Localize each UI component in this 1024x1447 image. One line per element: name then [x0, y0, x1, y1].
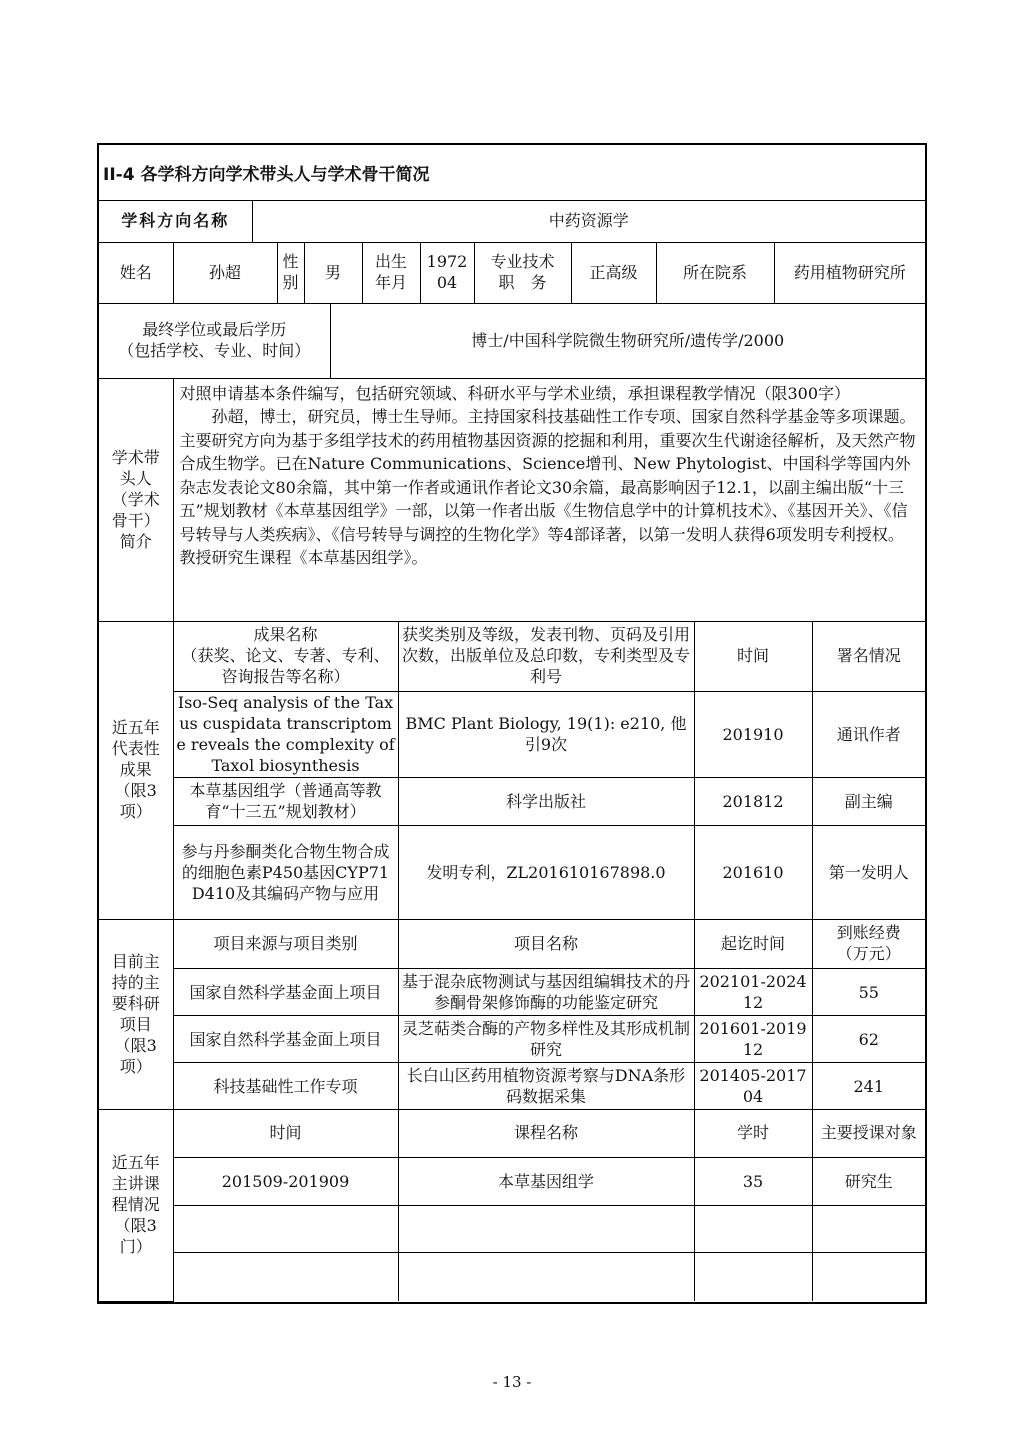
course-time — [173, 1252, 398, 1301]
courses-header-time: 时间 — [173, 1109, 398, 1157]
discipline-value: 中药资源学 — [252, 200, 925, 242]
achievement-role: 副主编 — [812, 777, 925, 825]
birth-label: 出生 年月 — [362, 242, 420, 304]
degree-table — [99, 303, 925, 379]
project-source: 国家自然科学基金面上项目 — [173, 969, 398, 1016]
courses-header-audience: 主要授课对象 — [812, 1109, 925, 1157]
table-row — [99, 1205, 925, 1252]
achievement-time: 201812 — [694, 777, 812, 825]
achievements-header-detail: 获奖类别及等级，发表刊物、页码及引用次数，出版单位及总印数，专利类型及专利号 — [398, 621, 694, 691]
dept-value: 药用植物研究所 — [774, 242, 925, 304]
courses-table — [99, 1109, 925, 1302]
course-hours: 35 — [694, 1157, 812, 1205]
table-row — [99, 1063, 925, 1110]
courses-header-hours: 学时 — [694, 1109, 812, 1157]
project-period: 202101-202412 — [694, 969, 812, 1016]
course-name — [398, 1205, 694, 1252]
project-funds: 62 — [812, 1016, 925, 1063]
achievement-role: 通讯作者 — [812, 691, 925, 777]
courses-label: 近五年 主讲课 程情况 （限3 门） — [99, 1109, 173, 1301]
gender-value: 男 — [304, 242, 362, 304]
table-row — [99, 969, 925, 1016]
projects-label: 目前主 持的主 要科研 项目 （限3 项） — [99, 919, 173, 1110]
project-period: 201405-201704 — [694, 1063, 812, 1110]
achievements-header-name: 成果名称 （获奖、论文、专著、专利、咨询报告等名称） — [173, 621, 398, 691]
table-row — [99, 777, 925, 825]
course-audience — [812, 1252, 925, 1301]
course-time: 201509-201909 — [173, 1157, 398, 1205]
achievements-table — [99, 621, 925, 920]
intro-content — [173, 378, 925, 622]
achievement-detail: 科学出版社 — [398, 777, 694, 825]
intro-text: 孙超，博士，研究员，博士生导师。主持国家科技基础性工作专项、国家自然科学基金等多项课题。主要研究方向为基于多组学技术的药用植物基因资源的挖掘和利用，重要次生代谢途径解析，及天然产物合成生物学。已在Nature Communications、Science增刊、New Phytologist、中国科学等国内外杂志发表论文80余篇，其中第一作者或通讯作者论文30余篇，最高影响因子12.1，以副主编出版“十三五”规划教材《本草基因组学》一部，以第一作者出版《生物信息学中的计算机技术》、《基因开关》、《信号转导与人类疾病》、《信号转导与调控的生物化学》等4部译著，以第一发明人获得6项发明专利授权。教授研究生课程《本草基因组学》。 — [179, 407, 916, 567]
project-source: 科技基础性工作专项 — [173, 1063, 398, 1110]
title-label: 专业技术 职 务 — [474, 242, 571, 304]
birth-value: 197204 — [420, 242, 474, 304]
achievement-detail: 发明专利，ZL201610167898.0 — [398, 825, 694, 919]
project-period: 201601-201912 — [694, 1016, 812, 1063]
course-audience: 研究生 — [812, 1157, 925, 1205]
achievements-label: 近五年 代表性 成果 （限3 项） — [99, 621, 173, 919]
course-name: 本草基因组学 — [398, 1157, 694, 1205]
courses-header-name: 课程名称 — [398, 1109, 694, 1157]
achievement-name: Iso-Seq analysis of the Taxus cuspidata transcriptome reveals the complexity of Taxol biosynthesis — [173, 691, 398, 777]
project-name: 长白山区药用植物资源考察与DNA条形码数据采集 — [398, 1063, 694, 1110]
table-row — [99, 1252, 925, 1301]
course-time — [173, 1205, 398, 1252]
project-source: 国家自然科学基金面上项目 — [173, 1016, 398, 1063]
gender-label: 性 别 — [277, 242, 304, 304]
achievements-header-time: 时间 — [694, 621, 812, 691]
project-funds: 55 — [812, 969, 925, 1016]
discipline-label: 学科方向名称 — [99, 200, 252, 242]
course-hours — [694, 1252, 812, 1301]
achievement-name: 本草基因组学（普通高等教育“十三五”规划教材） — [173, 777, 398, 825]
course-audience — [812, 1205, 925, 1252]
achievement-time: 201610 — [694, 825, 812, 919]
projects-table — [99, 919, 925, 1111]
course-hours — [694, 1205, 812, 1252]
section-title: II-4 各学科方向学术带头人与学术骨干简况 — [99, 145, 925, 201]
table-row — [99, 1157, 925, 1205]
table-row — [99, 691, 925, 777]
achievement-detail: BMC Plant Biology, 19(1): e210, 他引9次 — [398, 691, 694, 777]
form-frame — [97, 143, 927, 1304]
project-name: 基于混杂底物测试与基因组编辑技术的丹参酮骨架修饰酶的功能鉴定研究 — [398, 969, 694, 1016]
table-row — [99, 1016, 925, 1063]
projects-header-source: 项目来源与项目类别 — [173, 919, 398, 969]
intro-instruction: 对照申请基本条件编写，包括研究领域、科研水平与学术业绩，承担课程教学情况（限300字） — [179, 383, 851, 403]
title-value: 正高级 — [571, 242, 656, 304]
table-row — [99, 825, 925, 919]
intro-table — [99, 378, 925, 623]
name-value: 孙超 — [173, 242, 277, 304]
person-table — [99, 242, 925, 305]
project-funds: 241 — [812, 1063, 925, 1110]
projects-header-period: 起讫时间 — [694, 919, 812, 969]
intro-label: 学术带 头人 （学术 骨干） 简介 — [99, 378, 173, 622]
projects-header-name: 项目名称 — [398, 919, 694, 969]
achievement-role: 第一发明人 — [812, 825, 925, 919]
degree-value: 博士/中国科学院微生物研究所/遗传学/2000 — [330, 303, 925, 378]
achievement-time: 201910 — [694, 691, 812, 777]
page-number: - 13 - — [492, 1373, 532, 1391]
name-label: 姓名 — [99, 242, 173, 304]
degree-label: 最终学位或最后学历 （包括学校、专业、时间） — [99, 303, 330, 378]
projects-header-funds: 到账经费 （万元） — [812, 919, 925, 969]
discipline-table — [99, 200, 925, 243]
achievement-name: 参与丹参酮类化合物生物合成的细胞色素P450基因CYP71D410及其编码产物与应用 — [173, 825, 398, 919]
course-name — [398, 1252, 694, 1301]
form-page — [97, 143, 927, 1304]
project-name: 灵芝萜类合酶的产物多样性及其形成机制研究 — [398, 1016, 694, 1063]
dept-label: 所在院系 — [656, 242, 774, 304]
achievements-header-role: 署名情况 — [812, 621, 925, 691]
